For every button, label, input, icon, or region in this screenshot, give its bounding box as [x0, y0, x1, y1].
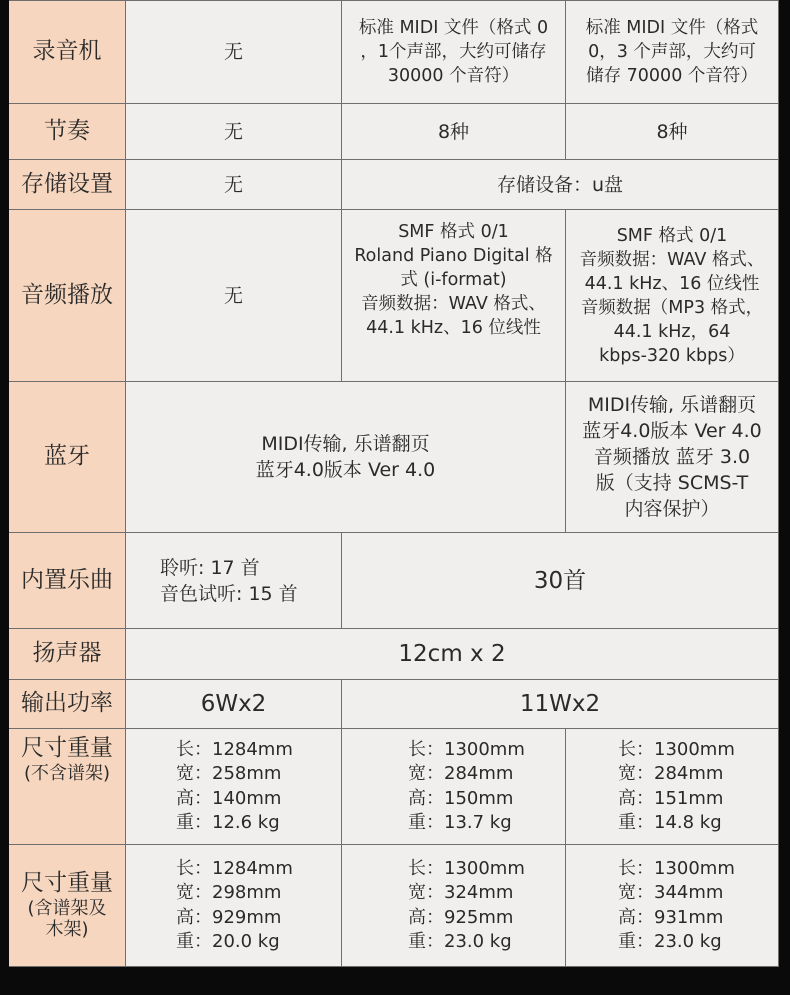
label-storage: 存储设置 — [9, 160, 126, 210]
label-audio-playback: 音频播放 — [9, 210, 126, 382]
builtin-songs-col1: 聆听: 17 首 音色试听: 15 首 — [126, 533, 342, 629]
recorder-col1: 无 — [126, 0, 342, 104]
rhythm-col3: 8种 — [566, 104, 779, 160]
recorder-col2: 标准 MIDI 文件（格式 0 ，1个声部，大约可储存 30000 个音符） — [342, 0, 566, 104]
label-output-power: 输出功率 — [9, 680, 126, 729]
spec-table — [9, 0, 779, 967]
output-power-col23: 11Wx2 — [342, 680, 779, 729]
audio-playback-col2: SMF 格式 0/1 Roland Piano Digital 格 式 (i-format) 音频数据：WAV 格式、 44.1 kHz、16 位线性 — [342, 210, 566, 382]
rhythm-col2: 8种 — [342, 104, 566, 160]
label-rhythm: 节奏 — [9, 104, 126, 160]
audio-playback-col3: SMF 格式 0/1 音频数据：WAV 格式、 44.1 kHz、16 位线性 音频数据（MP3 格式， 44.1 kHz，64 kbps-320 kbps） — [566, 210, 779, 382]
label-bluetooth: 蓝牙 — [9, 382, 126, 533]
dims-with-stand-col2: 长：1300mm 宽：324mm 高：925mm 重：23.0 kg — [342, 845, 566, 967]
dims-no-stand-col3: 长：1300mm 宽：284mm 高：151mm 重：14.8 kg — [566, 729, 779, 845]
output-power-col1: 6Wx2 — [126, 680, 342, 729]
label-speakers: 扬声器 — [9, 629, 126, 680]
builtin-songs-col23: 30首 — [342, 533, 779, 629]
label-dims-with-stand: 尺寸重量 (含谱架及 木架) — [9, 845, 126, 967]
bluetooth-col3: MIDI传输, 乐谱翻页 蓝牙4.0版本 Ver 4.0 音频播放 蓝牙 3.0 版（支持 SCMS-T 内容保护） — [566, 382, 779, 533]
label-recorder: 录音机 — [9, 0, 126, 104]
bluetooth-col12: MIDI传输, 乐谱翻页 蓝牙4.0版本 Ver 4.0 — [126, 382, 566, 533]
dims-no-stand-col2: 长：1300mm 宽：284mm 高：150mm 重：13.7 kg — [342, 729, 566, 845]
label-builtin-songs: 内置乐曲 — [9, 533, 126, 629]
rhythm-col1: 无 — [126, 104, 342, 160]
dims-no-stand-col1: 长：1284mm 宽：258mm 高：140mm 重：12.6 kg — [126, 729, 342, 845]
recorder-col3: 标准 MIDI 文件（格式 0，3 个声部，大约可 储存 70000 个音符） — [566, 0, 779, 104]
dims-with-stand-col3: 长：1300mm 宽：344mm 高：931mm 重：23.0 kg — [566, 845, 779, 967]
storage-col23: 存储设备：u盘 — [342, 160, 779, 210]
speakers-value: 12cm x 2 — [126, 629, 779, 680]
audio-playback-col1: 无 — [126, 210, 342, 382]
dims-with-stand-col1: 长：1284mm 宽：298mm 高：929mm 重：20.0 kg — [126, 845, 342, 967]
storage-col1: 无 — [126, 160, 342, 210]
label-dims-no-stand: 尺寸重量 (不含谱架) — [9, 729, 126, 845]
